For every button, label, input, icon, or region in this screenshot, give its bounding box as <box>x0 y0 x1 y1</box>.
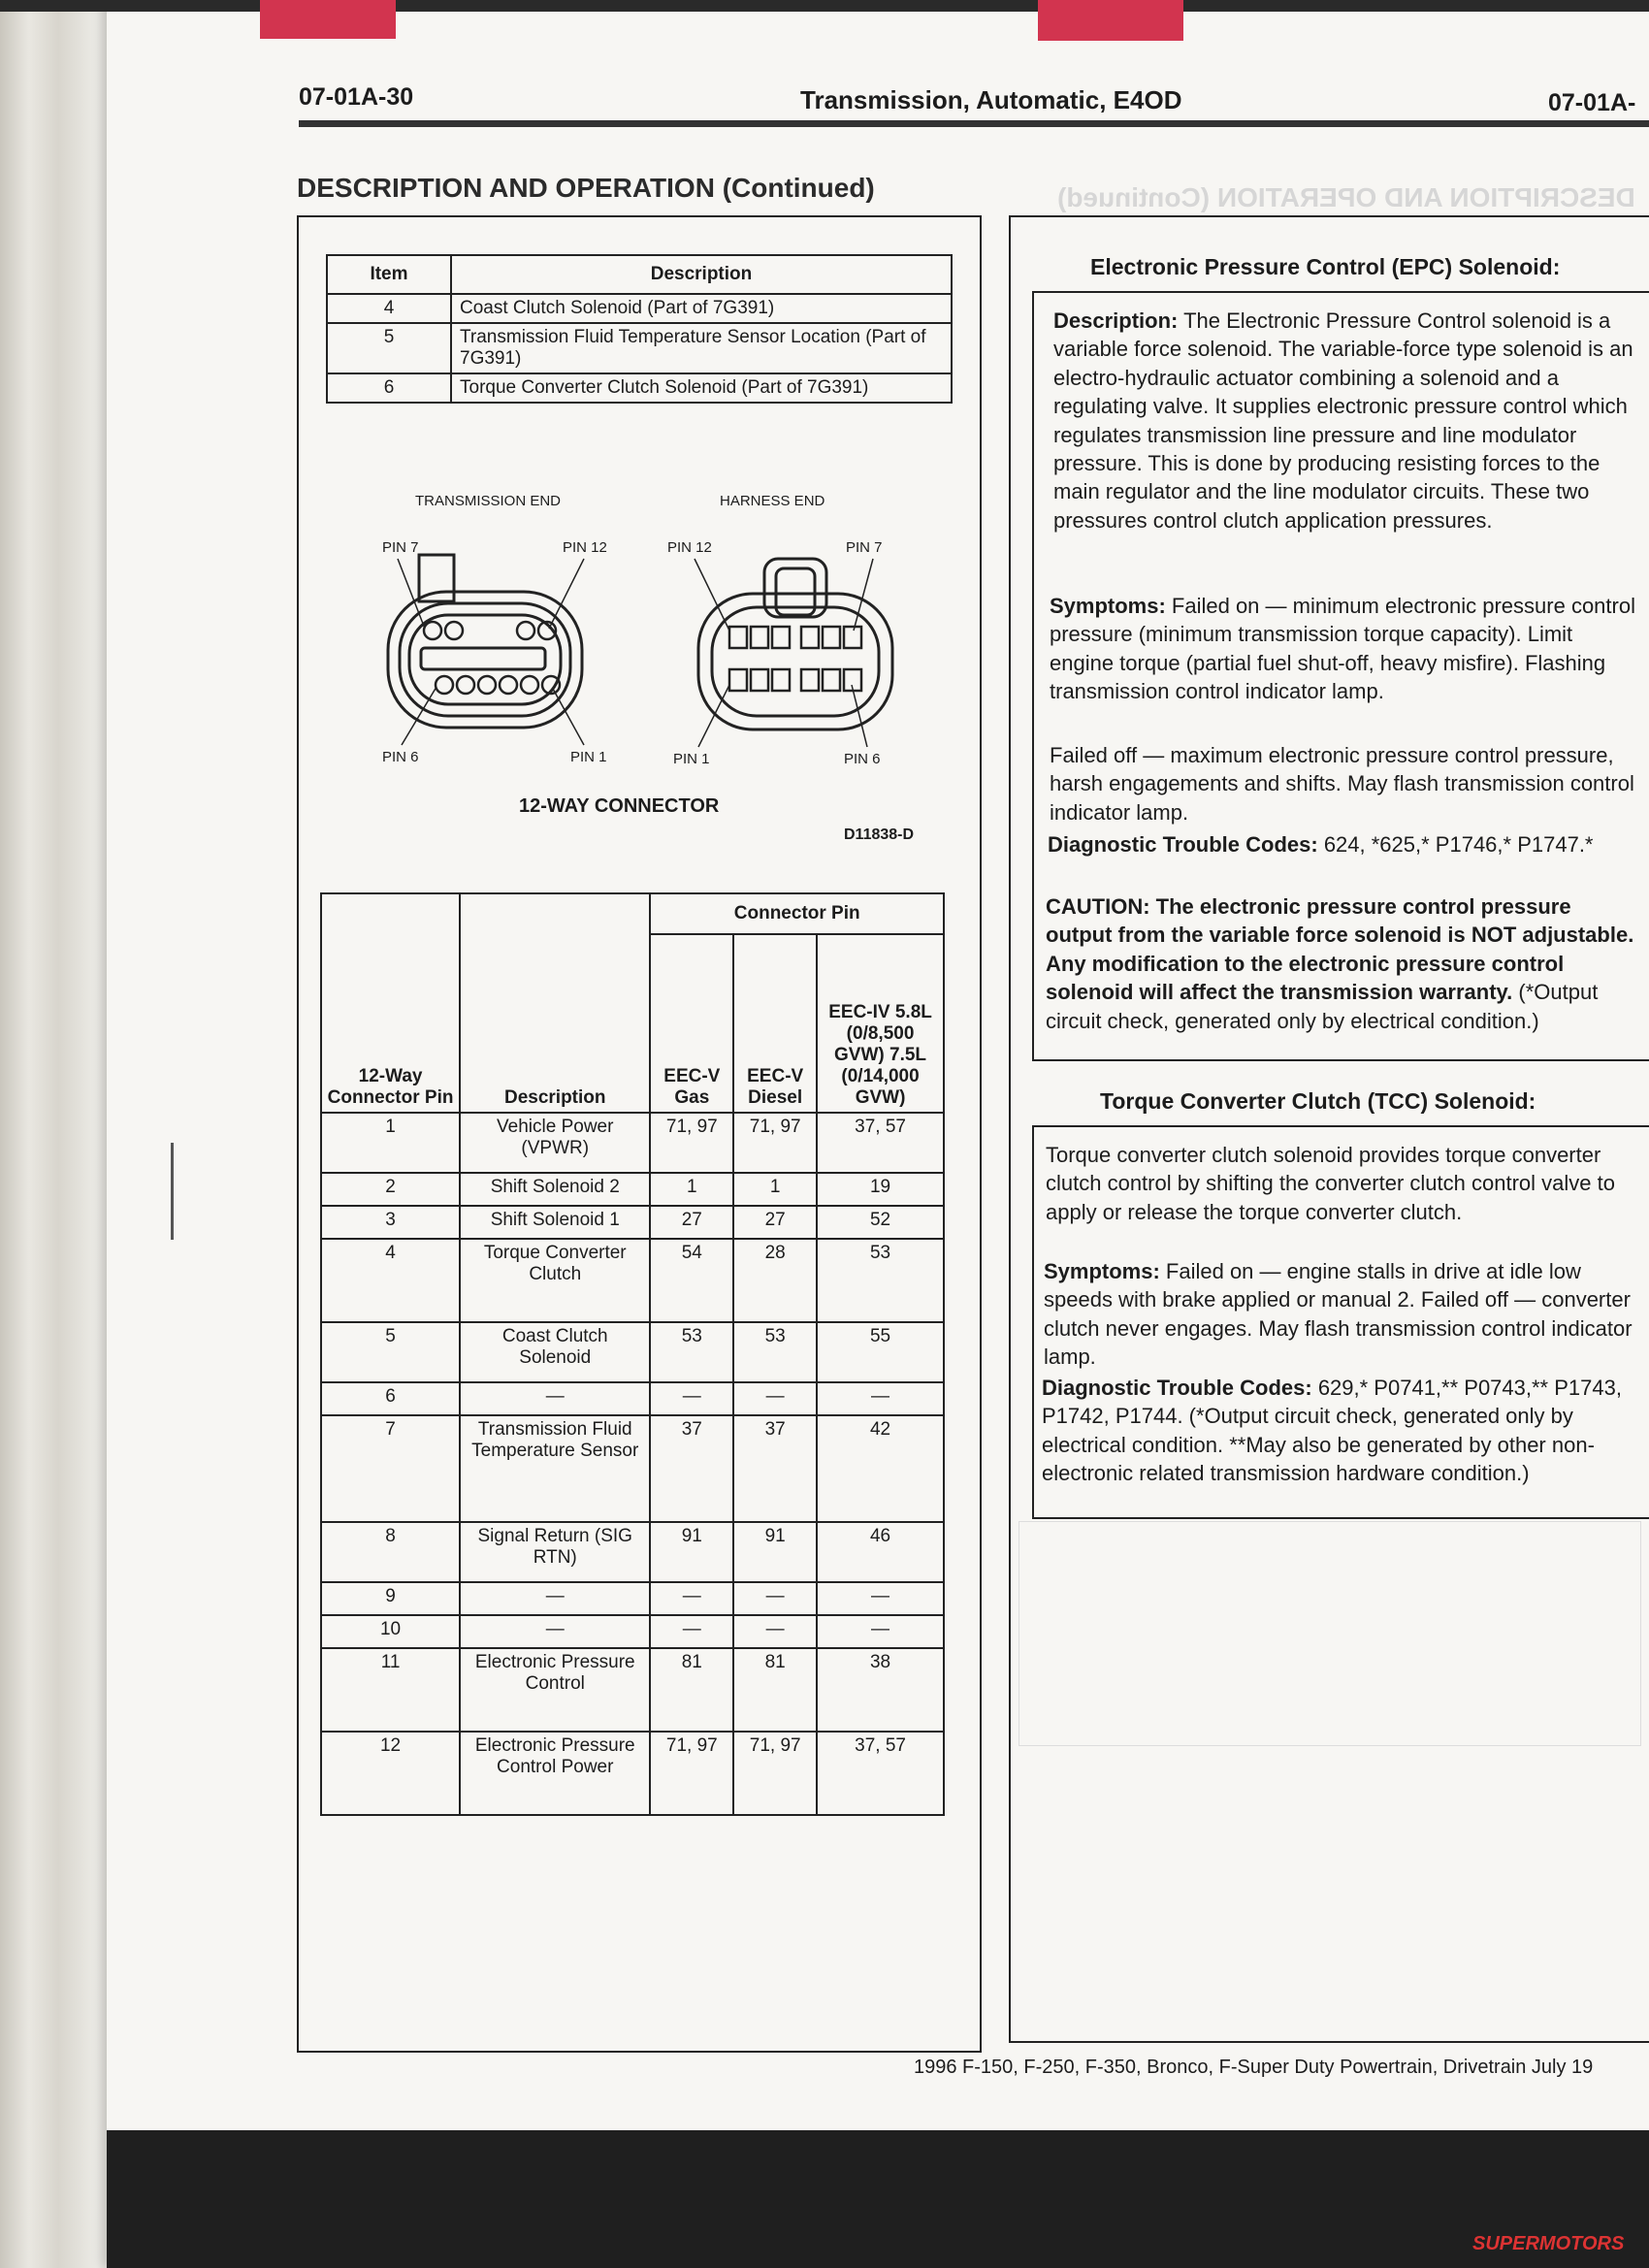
eec-iv-header: EEC-IV 5.8L (0/8,500 GVW) 7.5L (0/14,000 GVW) <box>817 934 944 1113</box>
pin-number: 1 <box>321 1113 460 1173</box>
eec-v-diesel-value: 53 <box>733 1322 817 1382</box>
pin-description: Transmission Fluid Temperature Sensor <box>460 1415 650 1522</box>
pin-description: — <box>460 1615 650 1648</box>
epc-caution <box>1046 892 1639 1035</box>
eec-v-gas-value: 91 <box>650 1522 733 1582</box>
epc-dtc-label: Diagnostic Trouble Codes: <box>1048 832 1318 857</box>
eec-v-diesel-value: 37 <box>733 1415 817 1522</box>
pin-description: Coast Clutch Solenoid <box>460 1322 650 1382</box>
eec-v-diesel-value: 1 <box>733 1173 817 1206</box>
table-row <box>327 294 952 323</box>
pin-number: 12 <box>321 1732 460 1815</box>
bleed-through-heading: DESCRIPTION AND OPERATION (Continued) <box>1057 182 1635 212</box>
page-footer: 1996 F-150, F-250, F-350, Bronco, F-Super Duty Powertrain, Drivetrain July 19 <box>914 2057 1594 2078</box>
eec-v-gas-value: 1 <box>650 1173 733 1206</box>
tcc-symptoms <box>1044 1257 1635 1372</box>
bleed-through-area <box>1018 1521 1641 1746</box>
connector-pin-table <box>320 892 945 1816</box>
table-row <box>321 1239 944 1322</box>
tcc-description: Torque converter clutch solenoid provides torque converter clutch control by shifting the converter clutch control valve to apply or release the torque converter clutch. <box>1046 1143 1615 1224</box>
epc-heading: Electronic Pressure Control (EPC) Solenoid: <box>1090 254 1561 279</box>
pin-description: Signal Return (SIG RTN) <box>460 1522 650 1582</box>
eec-v-diesel-value: 27 <box>733 1206 817 1239</box>
pin12-label: PIN 12 <box>667 539 712 556</box>
pin-number: 7 <box>321 1415 460 1522</box>
tcc-symptoms-text: Failed on — engine stalls in drive at idle low speeds with brake applied or manual 2. Failed off — converter clutch never engages. May flash transmission control indicator lamp. <box>1044 1259 1633 1370</box>
connector-drawing <box>369 485 951 776</box>
item-number: 5 <box>327 323 451 373</box>
table-row <box>321 1522 944 1582</box>
pin-column-header: 12-Way Connector Pin <box>321 893 460 1113</box>
eec-iv-value: 55 <box>817 1322 944 1382</box>
pin1-label: PIN 1 <box>570 749 607 765</box>
page-tab-marker <box>260 0 396 39</box>
table-row <box>327 323 952 373</box>
epc-description-text: The Electronic Pressure Control solenoid is a variable force solenoid. The variable-force type solenoid is an electro-hydraulic actuator combining a solenoid and a regulating valve. It supplies electronic pressure control which regulates transmission line pressure and line modulator pressure. This is done by producing resisting forces to the main regulator and the line modulator circuits. These two pressures control clutch application pressures. <box>1053 308 1633 533</box>
header-rule <box>299 120 1649 127</box>
pin-number: 6 <box>321 1382 460 1415</box>
eec-iv-value: 37, 57 <box>817 1732 944 1815</box>
page-number-left: 07-01A-30 <box>299 83 414 111</box>
eec-v-diesel-value: — <box>733 1582 817 1615</box>
table-row <box>321 1582 944 1615</box>
table-row <box>321 1173 944 1206</box>
pin6-label: PIN 6 <box>382 749 419 765</box>
item-description: Coast Clutch Solenoid (Part of 7G391) <box>451 294 952 323</box>
bottom-band <box>107 2130 1649 2268</box>
pin-number: 5 <box>321 1322 460 1382</box>
eec-iv-value: 53 <box>817 1239 944 1322</box>
figure-id: D11838-D <box>844 826 915 843</box>
table-row <box>327 373 952 403</box>
pin-number: 9 <box>321 1582 460 1615</box>
eec-iv-value: 37, 57 <box>817 1113 944 1173</box>
eec-v-diesel-value: 81 <box>733 1648 817 1732</box>
pin-number: 2 <box>321 1173 460 1206</box>
pin-description: Electronic Pressure Control Power <box>460 1732 650 1815</box>
transmission-end-label: TRANSMISSION END <box>415 493 562 509</box>
header-title: Transmission, Automatic, E4OD <box>800 85 1182 114</box>
table-row <box>321 1322 944 1382</box>
eec-v-gas-value: — <box>650 1615 733 1648</box>
item-table <box>326 254 953 404</box>
connector-caption: 12-WAY CONNECTOR <box>519 795 720 817</box>
pin-number: 10 <box>321 1615 460 1648</box>
tcc-heading: Torque Converter Clutch (TCC) Solenoid: <box>1100 1088 1536 1114</box>
table-row <box>321 1732 944 1815</box>
table-row <box>321 1113 944 1173</box>
epc-description <box>1053 307 1635 535</box>
pin6-label: PIN 6 <box>844 751 881 767</box>
epc-dtc-text: 624, *625,* P1746,* P1747.* <box>1317 832 1594 857</box>
pin-description: Electronic Pressure Control <box>460 1648 650 1732</box>
item-header: Item <box>327 255 451 294</box>
eec-v-diesel-value: 28 <box>733 1239 817 1322</box>
table-row <box>321 1382 944 1415</box>
eec-v-gas-value: 53 <box>650 1322 733 1382</box>
connector-pin-group-header: Connector Pin <box>650 893 944 934</box>
table-row <box>321 1615 944 1648</box>
eec-iv-value: — <box>817 1582 944 1615</box>
table-row <box>321 1206 944 1239</box>
pin-description: — <box>460 1582 650 1615</box>
eec-v-diesel-header: EEC-V Diesel <box>733 934 817 1113</box>
eec-iv-value: 46 <box>817 1522 944 1582</box>
eec-iv-value: — <box>817 1615 944 1648</box>
pin-description: Vehicle Power (VPWR) <box>460 1113 650 1173</box>
eec-v-diesel-value: 71, 97 <box>733 1732 817 1815</box>
top-band <box>0 0 1649 12</box>
epc-symptoms-label: Symptoms: <box>1050 594 1166 618</box>
eec-v-gas-value: 81 <box>650 1648 733 1732</box>
table-row <box>321 1648 944 1732</box>
eec-v-gas-value: 37 <box>650 1415 733 1522</box>
eec-iv-value: 38 <box>817 1648 944 1732</box>
pin-description: Shift Solenoid 2 <box>460 1173 650 1206</box>
item-number: 4 <box>327 294 451 323</box>
section-heading: DESCRIPTION AND OPERATION (Continued) <box>297 173 875 203</box>
eec-v-gas-value: 54 <box>650 1239 733 1322</box>
description-column-header: Description <box>460 893 650 1113</box>
tcc-dtc <box>1042 1374 1635 1488</box>
pin-description: Shift Solenoid 1 <box>460 1206 650 1239</box>
eec-v-diesel-value: 91 <box>733 1522 817 1582</box>
pin-number: 11 <box>321 1648 460 1732</box>
pin7-label: PIN 7 <box>846 539 883 556</box>
epc-description-label: Description: <box>1053 308 1179 333</box>
epc-symptoms <box>1050 592 1635 706</box>
table-row <box>321 1415 944 1522</box>
pin-number: 3 <box>321 1206 460 1239</box>
eec-iv-value: — <box>817 1382 944 1415</box>
epc-caution-note: (*Output circuit check, generated only by electrical condition.) <box>1046 980 1599 1033</box>
pin1-label: PIN 1 <box>673 751 710 767</box>
pin-number: 4 <box>321 1239 460 1322</box>
epc-failed-off: Failed off — maximum electronic pressure control pressure, harsh engagements and shifts. May flash transmission control indicator lamp. <box>1050 743 1634 825</box>
item-number: 6 <box>327 373 451 403</box>
eec-iv-value: 52 <box>817 1206 944 1239</box>
watermark-logo: SUPERMOTORS <box>1472 2233 1625 2254</box>
harness-end-label: HARNESS END <box>720 493 825 509</box>
pin-description: — <box>460 1382 650 1415</box>
pin-number: 8 <box>321 1522 460 1582</box>
eec-v-gas-value: — <box>650 1582 733 1615</box>
eec-v-gas-value: 27 <box>650 1206 733 1239</box>
eec-iv-value: 42 <box>817 1415 944 1522</box>
eec-v-diesel-value: — <box>733 1382 817 1415</box>
eec-v-diesel-value: 71, 97 <box>733 1113 817 1173</box>
page-number-right: 07-01A- <box>1548 89 1636 116</box>
pin-description: Torque Converter Clutch <box>460 1239 650 1322</box>
item-description: Transmission Fluid Temperature Sensor Location (Part of 7G391) <box>451 323 952 373</box>
page-tab-marker <box>1038 0 1183 41</box>
epc-dtc <box>1048 830 1635 859</box>
eec-v-diesel-value: — <box>733 1615 817 1648</box>
eec-v-gas-value: 71, 97 <box>650 1113 733 1173</box>
tcc-dtc-label: Diagnostic Trouble Codes: <box>1042 1376 1312 1400</box>
tcc-symptoms-label: Symptoms: <box>1044 1259 1160 1283</box>
pin12-label: PIN 12 <box>563 539 607 556</box>
epc-symptoms-text: Failed on — minimum electronic pressure control pressure (minimum transmission torque capacity). Limit engine torque (partial fuel shut-off, heavy misfire). Flashing transmission control indicator lamp. <box>1050 594 1635 704</box>
eec-v-gas-header: EEC-V Gas <box>650 934 733 1113</box>
tcc-dtc-text: 629,* P0741,** P0743,** P1743, P1742, P1744. (*Output circuit check, generated only by electrical condition. **May also be generated by other non-electronic related transmission hardware condition.) <box>1042 1376 1622 1486</box>
eec-iv-value: 19 <box>817 1173 944 1206</box>
margin-mark <box>171 1143 174 1240</box>
eec-v-gas-value: 71, 97 <box>650 1732 733 1815</box>
item-description: Torque Converter Clutch Solenoid (Part of 7G391) <box>451 373 952 403</box>
pin7-label: PIN 7 <box>382 539 419 556</box>
eec-v-gas-value: — <box>650 1382 733 1415</box>
epc-caution-bold: CAUTION: The electronic pressure control pressure output from the variable force solenoid is NOT adjustable. Any modification to the electronic pressure control solenoid will affect the transmission warranty. <box>1046 894 1634 1005</box>
description-header: Description <box>451 255 952 294</box>
